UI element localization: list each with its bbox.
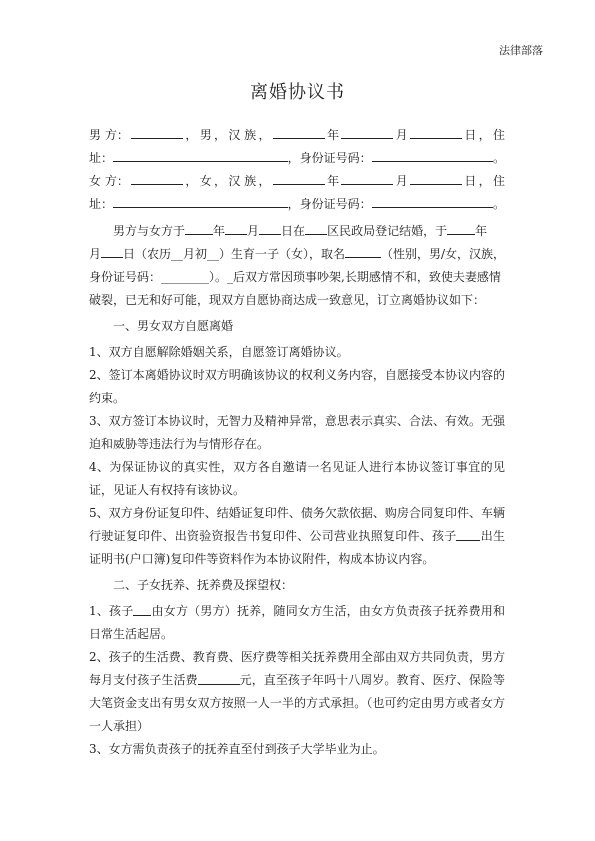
- live-label: 住: [492, 174, 505, 188]
- party-woman-line1: [89, 170, 505, 193]
- month-label: 月: [395, 128, 408, 142]
- party-woman-label: 女 方：: [89, 174, 129, 188]
- section2-item-2: [89, 646, 505, 738]
- address-label: 址：: [89, 151, 114, 165]
- item-text: 5、双方身份证复印件、结婚证复印件、债务欠款依据、购房合同复印件、车辆行驶证复印件、出资验资报告书复印件、公司营业执照复印件、孩子: [89, 506, 505, 543]
- party-man-gender: 男: [199, 128, 212, 142]
- party-man-year-blank[interactable]: [273, 124, 325, 139]
- party-man-line1: [89, 124, 505, 147]
- separator: ，: [478, 174, 491, 188]
- intro-text: 男方与女方于: [113, 224, 186, 238]
- item-text: 1、孩子: [89, 604, 134, 618]
- live-label: 住: [492, 128, 505, 142]
- intro-line2: [89, 243, 505, 266]
- marriage-day-blank[interactable]: [259, 220, 281, 235]
- intro-text: 日（农历__月初__）生育一子（女），取名: [122, 247, 345, 261]
- item-text: 2、孩子的生活费、教育费、医疗费等相关抚养费用全部由双方共同负责，男方每月支付孩子生活费: [89, 650, 505, 687]
- party-man-month-blank[interactable]: [341, 124, 393, 139]
- party-woman-address-blank[interactable]: [113, 193, 288, 208]
- party-woman-gender: 女: [199, 174, 212, 188]
- header-tag: 法律部落: [499, 44, 543, 57]
- intro-text: 月: [247, 224, 260, 238]
- separator: ，: [478, 128, 491, 142]
- separator: 。: [492, 197, 505, 211]
- separator: ，: [214, 174, 227, 188]
- intro-text: 年: [213, 224, 226, 238]
- district-blank[interactable]: [305, 220, 327, 235]
- separator: ，: [185, 174, 198, 188]
- party-man-label: 男 方：: [89, 128, 129, 142]
- intro-text: 年: [475, 224, 488, 238]
- day-label: 日: [464, 174, 477, 188]
- intro-line4: 破裂，已无和好可能，现双方自愿协商达成一致意见，订立离婚协议如下：: [89, 293, 486, 307]
- separator: ，: [258, 174, 271, 188]
- year-label: 年: [327, 174, 340, 188]
- year-label: 年: [327, 128, 340, 142]
- item-text: 由女方（男方）抚养，随同女方生活，由女方负责孩子抚养费用和日常生活起居。: [89, 604, 505, 641]
- intro-text: （性别，男/女，汉族，: [380, 247, 505, 261]
- birth-year-blank[interactable]: [447, 220, 475, 235]
- intro-text: 区民政局登记结婚，于: [327, 224, 448, 238]
- marriage-year-blank[interactable]: [185, 220, 213, 235]
- section2-item-1: [89, 600, 505, 646]
- day-label: 日: [464, 128, 477, 142]
- child-blank[interactable]: [133, 601, 151, 616]
- party-man-line2: [89, 147, 505, 170]
- party-woman-id-blank[interactable]: [372, 193, 493, 208]
- section2-item-3: 3、女方需负责孩子的抚养直至付到孩子大学毕业为止。: [89, 742, 385, 756]
- child-blank[interactable]: [456, 526, 480, 541]
- child-name-blank[interactable]: [345, 243, 381, 258]
- section1-item-1: 1、双方自愿解除婚姻关系，自愿签订离婚协议。: [89, 345, 349, 359]
- party-man-ethnic: 汉 族: [228, 128, 257, 142]
- intro-line3: 身份证号码：________）。_后双方常因琐事吵架,长期感情不和，致使夫妻感情: [89, 270, 501, 284]
- support-amount-blank[interactable]: [198, 670, 240, 685]
- month-label: 月: [395, 174, 408, 188]
- party-woman-day-blank[interactable]: [410, 170, 462, 185]
- party-woman-name-blank[interactable]: [131, 170, 183, 185]
- party-woman-month-blank[interactable]: [341, 170, 393, 185]
- party-man-id-blank[interactable]: [372, 147, 493, 162]
- party-man-day-blank[interactable]: [410, 124, 462, 139]
- section1-item-4: 4、为保证协议的真实性，双方各自邀请一名见证人进行本协议签订事宜的见证，见证人有权持有该协议。: [89, 460, 505, 497]
- separator: ，: [214, 128, 227, 142]
- party-woman-year-blank[interactable]: [273, 170, 325, 185]
- id-label: ，身份证号码：: [287, 151, 372, 165]
- section1-item-3: 3、双方签订本协议时，无智力及精神异常，意思表示真实、合法、有效。无强迫和威胁等违法行为与情形存在。: [89, 414, 505, 451]
- party-woman-ethnic: 汉 族: [228, 174, 257, 188]
- party-man-name-blank[interactable]: [131, 124, 183, 139]
- address-label: 址：: [89, 197, 114, 211]
- id-label: ，身份证号码：: [287, 197, 372, 211]
- party-man-address-blank[interactable]: [113, 147, 288, 162]
- intro-text: 日在: [281, 224, 306, 238]
- document-body: [89, 124, 505, 761]
- document-title: 离婚协议书: [250, 82, 345, 103]
- item-text: 出生证明书(户口簿)复印件等资料作为本协议附件，构成本协议内容。: [89, 529, 505, 566]
- intro-text: 月: [89, 247, 102, 261]
- birth-month-blank[interactable]: [101, 243, 123, 258]
- section1-item-2: 2、签订本离婚协议时双方明确该协议的权利义务内容，自愿接受本协议内容的约束。: [89, 368, 505, 405]
- party-woman-line2: [89, 193, 505, 216]
- separator: ，: [185, 128, 198, 142]
- section2-title: 二、子女抚养、抚养费及探望权：: [113, 578, 294, 592]
- intro-line1: [89, 220, 505, 243]
- item-text: 元，直至孩子年吗十八周岁。教育、医疗、保险等大笔资金支出有男女双方按照一人一半的方式承担。（也可约定由男方或者女方一人承担）: [89, 673, 505, 733]
- section1-title: 一、男女双方自愿离婚: [113, 319, 234, 333]
- section1-item-5: [89, 502, 505, 571]
- separator: 。: [492, 151, 505, 165]
- marriage-month-blank[interactable]: [225, 220, 247, 235]
- separator: ，: [258, 128, 271, 142]
